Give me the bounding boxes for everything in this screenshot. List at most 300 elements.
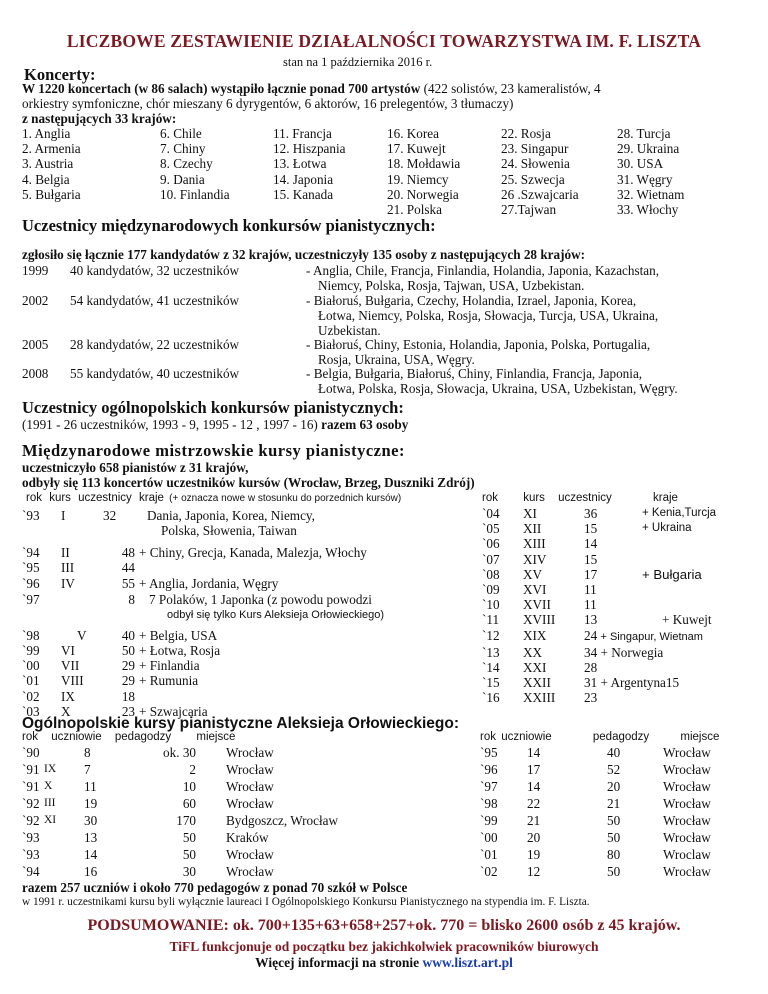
- cell-kurs: VI: [61, 643, 75, 659]
- cell-rok: `02: [22, 688, 40, 704]
- kursy-right-table: [482, 506, 716, 706]
- country-item: 33. Włochy: [617, 202, 679, 218]
- cell-ucz: 19: [527, 847, 541, 862]
- cell-kurs: XII: [523, 521, 542, 537]
- cell-ucz: 40: [121, 627, 135, 643]
- cell-rok: `91: [22, 762, 40, 777]
- country-item: 28. Turcja: [617, 126, 671, 141]
- cell-rok: `92: [22, 813, 40, 828]
- cell-rok: `93: [22, 847, 40, 862]
- cell-ucz: 29: [121, 673, 135, 689]
- konkurs-stats: 54 kandydatów, 41 uczestników: [70, 293, 240, 308]
- table-row: [482, 628, 716, 645]
- cell-ucz: 15: [584, 551, 598, 567]
- table-row: [482, 675, 716, 690]
- cell-kraje: + Singapur, Wietnam: [600, 630, 703, 643]
- cell-rok: [22, 523, 61, 545]
- cell-ucz: 14: [527, 745, 541, 760]
- cell-kraje: odbył się tylko Kurs Aleksieja Orłowieckiego): [167, 608, 385, 621]
- konkurs-year: 2008: [22, 366, 49, 381]
- table-row: [22, 829, 338, 846]
- website-link[interactable]: www.liszt.art.pl: [422, 955, 513, 970]
- cell-rok: `98: [480, 796, 498, 811]
- cell-ped: 50: [607, 830, 621, 845]
- konkurs-year: 2002: [22, 293, 49, 308]
- cell-ucz: 8: [128, 591, 135, 607]
- cell-kraje: + Szwajcaria: [139, 703, 208, 719]
- cell-kraje: [642, 536, 716, 551]
- cell-ucz: 23: [584, 690, 598, 706]
- cell-rok: `93: [22, 830, 40, 845]
- country-item: 22. Rosja: [501, 126, 551, 141]
- cell-rok: `97: [480, 779, 498, 794]
- cell-sub: [44, 744, 84, 761]
- section-heading-kursy-miedzynarodowe: Międzynarodowe mistrzowskie kursy pianistyczne:: [22, 441, 405, 460]
- cell-kraje: + Kuwejt: [662, 612, 712, 628]
- cell-miejsce: Wrocław: [226, 745, 274, 760]
- country-item: 24. Słowenia: [501, 156, 570, 172]
- cell-ucz: 20: [527, 830, 541, 845]
- cell-rok: `01: [22, 673, 40, 689]
- country-column-2: [160, 126, 230, 202]
- cell-rok: `15: [482, 675, 500, 691]
- cell-rok: `97: [22, 591, 40, 607]
- page-title: LICZBOWE ZESTAWIENIE DZIAŁALNOŚCI TOWARZYSTWA IM. F. LISZTA: [66, 31, 702, 51]
- orlow-left-header: [22, 731, 235, 743]
- cell-miejsce: Wrocław: [663, 830, 711, 845]
- cell-ucz: 17: [527, 762, 541, 777]
- kursy-left-header: [26, 492, 401, 504]
- country-item: 14. Japonia: [273, 171, 334, 187]
- cell-sub: XI: [44, 814, 57, 826]
- cell-ucz: 11: [584, 582, 597, 598]
- cell-kraje: + Ukraina: [642, 522, 692, 535]
- country-item: 18. Mołdawia: [387, 156, 461, 172]
- cell-ucz: 14: [527, 779, 541, 794]
- cell-kurs: IV: [61, 576, 75, 592]
- country-item: 23. Singapur: [501, 141, 569, 157]
- cell-ped: 30: [182, 864, 196, 879]
- cell-ped: 50: [182, 830, 196, 845]
- cell-kraje: Polska, Słowenia, Taiwan: [161, 523, 297, 539]
- cell-rok: `00: [22, 658, 40, 674]
- konkursy-ogolno-total: razem 63 osoby: [321, 417, 409, 432]
- cell-kraje: + Finlandia: [139, 658, 200, 674]
- cell-ped: 2: [189, 762, 196, 777]
- cell-kraje: + Anglia, Jordania, Węgry: [139, 576, 279, 592]
- table-row: [480, 744, 711, 761]
- table-row: [480, 863, 711, 880]
- koncerty-line2: orkiestry symfoniczne, chór mieszany 6 dyrygentów, 6 aktorów, 16 prelegentów, 3 tłumaczy): [22, 96, 514, 111]
- cell-kurs: II: [61, 545, 70, 561]
- country-item: 10. Finlandia: [160, 186, 230, 202]
- table-row: [480, 778, 711, 795]
- country-item: 13. Łotwa: [273, 156, 327, 172]
- cell-ucz: 21: [527, 813, 541, 828]
- table-row: [22, 778, 338, 795]
- orlow-razem: razem 257 uczniów i około 770 pedagogów z ponad 70 szkół w Polsce: [22, 880, 408, 895]
- cell-ucz: 50: [121, 643, 135, 659]
- cell-ucz: 24: [584, 627, 598, 643]
- country-item: 11. Francja: [273, 126, 332, 141]
- cell-ucz: 34: [584, 644, 598, 660]
- cell-sub: IX: [44, 763, 57, 775]
- header-miejsce: miejsce: [196, 731, 236, 743]
- cell-miejsce: Wrocław: [226, 847, 274, 862]
- konkurs-countries: - Białoruś, Bułgaria, Czechy, Holandia, Izrael, Japonia, Korea,: [306, 293, 637, 308]
- country-item: 5. Bułgaria: [22, 186, 81, 202]
- table-row: [22, 795, 338, 812]
- table-row: [22, 560, 384, 576]
- cell-kraje: + Norwegia: [600, 644, 664, 660]
- cell-ped: 170: [176, 813, 196, 828]
- cell-ped: 10: [182, 779, 196, 794]
- cell-rok: `03: [22, 703, 40, 719]
- konkurs-countries: - Białoruś, Chiny, Estonia, Holandia, Japonia, Polska, Portugalia,: [306, 337, 651, 352]
- cell-ucz: 13: [84, 830, 98, 845]
- cell-kurs: XI: [523, 506, 537, 521]
- country-item: 19. Niemcy: [387, 171, 449, 187]
- cell-ped: 50: [607, 864, 621, 879]
- cell-ucz: [103, 607, 139, 628]
- cell-miejsce: Wrocław: [226, 779, 274, 794]
- cell-miejsce: Wrocław: [663, 864, 711, 879]
- cell-kurs: XVI: [523, 582, 547, 598]
- cell-rok: `91: [22, 779, 40, 794]
- konkurs-year: 2005: [22, 337, 49, 352]
- cell-kurs: VIII: [61, 673, 84, 689]
- konkurs-countries: Uzbekistan.: [318, 323, 381, 338]
- table-row: [22, 812, 338, 829]
- konkurs-stats: 40 kandydatów, 32 uczestników: [70, 263, 240, 278]
- cell-kraje: [642, 597, 716, 612]
- country-item: 2. Armenia: [22, 141, 81, 157]
- cell-ucz: 22: [527, 796, 541, 811]
- cell-rok: `05: [482, 521, 500, 537]
- cell-ucz: 48: [121, 545, 135, 561]
- country-item: 25. Szwecja: [501, 171, 565, 187]
- country-item: 7. Chiny: [160, 141, 206, 157]
- country-item: 31. Węgry: [617, 171, 673, 187]
- table-row: [22, 689, 384, 704]
- cell-ped: 50: [607, 813, 621, 828]
- cell-ped: 52: [607, 762, 621, 777]
- cell-kurs: XXI: [523, 660, 547, 676]
- cell-ucz: 23: [121, 703, 135, 719]
- cell-ucz-kraje: [584, 675, 716, 690]
- cell-ucz: 17: [584, 566, 598, 582]
- cell-rok: `13: [482, 644, 500, 660]
- country-item: 29. Ukraina: [617, 141, 680, 157]
- table-row: [480, 812, 711, 829]
- cell-kraje: Dania, Japonia, Korea, Niemcy,: [147, 508, 315, 523]
- koncerty-intro-rest: (422 solistów, 23 kameralistów, 4: [420, 81, 601, 96]
- konkurs-countries: Rosja, Ukraina, USA, Węgry.: [318, 352, 475, 367]
- table-row: [22, 607, 384, 628]
- kursy-right-header: [482, 492, 678, 504]
- table-row: [480, 761, 711, 778]
- cell-rok: `98: [22, 627, 40, 643]
- country-item: 9. Dania: [160, 171, 205, 187]
- cell-ucz: 29: [121, 658, 135, 674]
- header-kraje: kraje: [139, 492, 164, 504]
- country-item: 3. Austria: [22, 156, 74, 172]
- country-item: 4. Belgia: [22, 171, 70, 187]
- cell-miejsce: Wrocław: [226, 864, 274, 879]
- cell-ucz: 8: [84, 745, 91, 760]
- konkurs-countries: Niemcy, Polska, Rosja, Tajwan, USA, Uzbekistan.: [318, 278, 585, 293]
- table-row: [482, 506, 716, 521]
- cell-ucz: 28: [584, 660, 598, 676]
- country-item: 1. Anglia: [22, 126, 71, 141]
- cell-ucz: 11: [584, 597, 597, 613]
- orlow-right-header: [480, 731, 719, 743]
- cell-rok: `12: [482, 627, 500, 643]
- cell-ped: 60: [182, 796, 196, 811]
- cell-rok: `01: [480, 847, 498, 862]
- cell-kraje: + Argentyna15: [600, 675, 680, 691]
- header-rok: rok: [482, 492, 498, 504]
- header-rok: rok: [480, 731, 496, 743]
- country-item: 30. USA: [617, 156, 664, 172]
- cell-rok: `09: [482, 582, 500, 598]
- konkursy-ogolno-line: [22, 418, 408, 433]
- table-row: [480, 829, 711, 846]
- cell-kraje: + Belgia, USA: [139, 627, 218, 643]
- cell-ped: 20: [607, 779, 621, 794]
- cell-kraje: + Rumunia: [139, 673, 199, 689]
- table-row: [22, 576, 384, 591]
- cell-kraje: + Chiny, Grecja, Kanada, Malezja, Włochy: [139, 545, 367, 561]
- table-row: [22, 673, 384, 688]
- konkurs-stats: 28 kandydatów, 22 uczestników: [70, 337, 240, 352]
- header-kurs: kurs: [523, 492, 545, 504]
- cell-ped: ok. 30: [163, 745, 196, 760]
- country-item: 15. Kanada: [273, 186, 334, 202]
- header-kurs: kurs: [49, 492, 71, 504]
- country-item: 20. Norwegia: [387, 186, 459, 202]
- header-uczestnicy: uczestnicy: [78, 492, 132, 504]
- cell-ucz: 15: [584, 521, 598, 537]
- konkurs-stats: 55 kandydatów, 40 uczestników: [70, 366, 240, 381]
- cell-kraje: [139, 689, 384, 704]
- cell-kurs: XV: [523, 566, 543, 582]
- table-row: [482, 582, 716, 597]
- cell-kraje: [642, 552, 716, 567]
- cell-kurs: X: [61, 703, 71, 719]
- cell-ucz: 13: [584, 612, 598, 628]
- header-note: (+ oznacza nowe w stosunku do porzednich kursów): [169, 493, 402, 504]
- cell-rok: `11: [482, 612, 500, 628]
- cell-ucz: 55: [121, 576, 135, 592]
- cell-kurs: XIII: [523, 536, 546, 552]
- table-row: [482, 597, 716, 612]
- konkursy-summary: zgłosiło się łącznie 177 kandydatów z 32 krajów, uczestniczyły 135 osoby z następujących 28 krajów:: [22, 247, 586, 262]
- cell-miejsce: Wroclaw: [663, 847, 711, 862]
- konkursy-ogolno-years: (1991 - 26 uczestników, 1993 - 9, 1995 - 12 , 1997 - 16): [22, 417, 322, 432]
- table-row: [482, 536, 716, 551]
- cell-kurs: XIV: [523, 551, 547, 567]
- orlow-left-table: [22, 744, 338, 880]
- cell-kurs: IX: [61, 688, 75, 704]
- header-pedagodzy: pedagodzy: [114, 731, 172, 743]
- cell-rok: `00: [480, 830, 498, 845]
- header-kraje: kraje: [653, 492, 678, 504]
- table-row: [22, 592, 384, 607]
- konkurs-year: 1999: [22, 263, 49, 278]
- cell-kraje: [642, 690, 716, 705]
- table-row: [482, 567, 716, 582]
- cell-rok: `06: [482, 536, 500, 552]
- cell-rok: [22, 607, 61, 628]
- country-item: 17. Kuwejt: [387, 141, 446, 157]
- table-row: [22, 744, 338, 761]
- cell-ucz: 30: [84, 813, 98, 828]
- cell-kraje: + Bułgaria: [642, 566, 702, 582]
- cell-kurs: XVIII: [523, 612, 556, 628]
- cell-sub: [44, 829, 84, 846]
- konkurs-countries: Łotwa, Niemcy, Polska, Rosja, Słowacja, Turcja, USA, Ukraina,: [318, 308, 659, 323]
- section-heading-kursy-orlowieckiego: Ogólnopolskie kursy pianistyczne Aleksieja Orłowieckiego:: [22, 715, 460, 732]
- kursy-left-table: [22, 508, 384, 719]
- cell-miejsce: Kraków: [226, 830, 269, 845]
- table-row: [22, 523, 384, 545]
- table-row: [482, 552, 716, 567]
- cell-ucz: 32: [103, 508, 117, 523]
- cell-rok: `94: [22, 864, 40, 879]
- cell-miejsce: Wrocław: [226, 762, 274, 777]
- cell-ucz: 31: [584, 675, 598, 691]
- country-item: 8. Czechy: [160, 156, 213, 172]
- table-row: [480, 846, 711, 863]
- cell-miejsce: Wrocław: [663, 779, 711, 794]
- table-row: [482, 521, 716, 536]
- cell-ucz: 7: [84, 762, 91, 777]
- cell-rok: `14: [482, 660, 500, 676]
- cell-sub: [44, 863, 84, 880]
- table-row: [22, 508, 384, 523]
- cell-rok: `96: [480, 762, 498, 777]
- cell-rok: `94: [22, 545, 40, 561]
- table-row: [482, 660, 716, 675]
- country-item: 6. Chile: [160, 126, 202, 141]
- country-column-4: [387, 126, 460, 217]
- cell-ucz: 14: [84, 847, 98, 862]
- cell-kurs: [61, 607, 103, 628]
- cell-ucz: 36: [584, 506, 598, 521]
- cell-kurs: XXIII: [523, 690, 556, 706]
- table-row: [480, 795, 711, 812]
- country-column-6: [617, 126, 684, 217]
- country-item: 12. Hiszpania: [273, 141, 346, 157]
- country-column-3: [273, 126, 346, 202]
- orlow-note: w 1991 r. uczestnikami kursu byli wyłącznie laureaci I Ogólnopolskiego Konkursu Pianistycznego na stypendia im. F. Liszta.: [22, 896, 590, 908]
- cell-rok: `07: [482, 551, 500, 567]
- koncerty-intro: [22, 82, 601, 97]
- summary-line: PODSUMOWANIE: ok. 700+135+63+658+257+ok. 770 = blisko 2600 osób z 45 krajów.: [87, 917, 681, 934]
- cell-sub: [44, 846, 84, 863]
- more-info: [0, 955, 768, 971]
- header-rok: rok: [26, 492, 42, 504]
- cell-ucz: 14: [584, 536, 598, 552]
- cell-miejsce: Wrocław: [663, 796, 711, 811]
- cell-ucz-kraje: [584, 628, 716, 645]
- status-date: stan na 1 października 2016 r.: [283, 55, 433, 69]
- cell-ucz: [103, 523, 139, 545]
- cell-rok: `93: [22, 508, 40, 523]
- konkurs-countries: - Belgia, Bułgaria, Białoruś, Chiny, Finlandia, Francja, Japonia,: [306, 366, 643, 381]
- cell-miejsce: Wrocław: [663, 762, 711, 777]
- cell-miejsce: Wrocław: [663, 745, 711, 760]
- cell-kurs: XX: [523, 644, 543, 660]
- cell-ucz-kraje: [584, 645, 716, 660]
- cell-ped: 21: [607, 796, 621, 811]
- cell-kraje: + Łotwa, Rosja: [139, 643, 221, 659]
- cell-rok: `08: [482, 566, 500, 582]
- cell-kraje: [642, 582, 716, 597]
- country-item: 21. Polska: [387, 202, 442, 218]
- kursy-sub2: odbyły się 113 koncertów uczestników kursów (Wrocław, Brzeg, Duszniki Zdrój): [22, 475, 475, 490]
- cell-kurs: V: [77, 627, 87, 643]
- cell-ucz: 12: [527, 864, 541, 879]
- table-row: [22, 761, 338, 778]
- cell-ucz: 19: [84, 796, 98, 811]
- cell-rok: `16: [482, 690, 500, 706]
- cell-rok: `92: [22, 796, 40, 811]
- konkurs-countries: - Anglia, Chile, Francja, Finlandia, Holandia, Japonia, Kazachstan,: [306, 263, 660, 278]
- country-item: 26 .Szwajcaria: [501, 186, 579, 202]
- country-item: 32. Wietnam: [617, 186, 685, 202]
- table-row: [22, 628, 384, 643]
- table-row: [482, 690, 716, 705]
- cell-rok: `96: [22, 576, 40, 592]
- cell-miejsce: Wrocław: [663, 813, 711, 828]
- cell-rok: `04: [482, 506, 500, 521]
- more-info-text: Więcej informacji na stronie: [255, 955, 423, 970]
- koncerty-intro-bold: W 1220 koncertach (w 86 salach) wystąpiło łącznie ponad 700 artystów: [22, 81, 421, 96]
- cell-kurs: I: [61, 508, 66, 523]
- cell-kraje: + Kenia,Turcja: [642, 507, 717, 519]
- header-pedagodzy: pedagodzy: [592, 731, 650, 743]
- cell-kurs: III: [61, 560, 75, 576]
- header-uczniowie: uczniowie: [501, 731, 552, 743]
- orlow-right-table: [480, 744, 711, 880]
- cell-kraje: [642, 660, 716, 675]
- cell-rok: `99: [480, 813, 498, 828]
- cell-ped: 40: [607, 745, 621, 760]
- table-row: [482, 612, 716, 627]
- cell-ucz: 11: [84, 779, 97, 794]
- tifl-note: TiFL funkcjonuje od początku bez jakichkolwiek pracowników biurowych: [169, 939, 599, 954]
- country-item: 16. Korea: [387, 126, 439, 141]
- cell-rok: `95: [22, 560, 40, 576]
- cell-ped: 50: [182, 847, 196, 862]
- koncerty-line3: z następujących 33 krajów:: [22, 111, 177, 126]
- header-rok: rok: [22, 731, 38, 743]
- table-row: [482, 645, 716, 660]
- section-heading-konkursy-ogolnopolskie: Uczestnicy ogólnopolskich konkursów pianistycznych:: [22, 398, 404, 417]
- cell-kurs: [61, 592, 103, 607]
- cell-miejsce: Wrocław: [226, 796, 274, 811]
- cell-rok: `90: [22, 745, 40, 760]
- cell-kurs: VII: [61, 658, 80, 674]
- header-uczniowie: uczniowie: [51, 731, 102, 743]
- section-heading-konkursy-miedzynarodowe: Uczestnicy międzynarodowych konkursów pianistycznych:: [22, 216, 436, 235]
- cell-kraje: 7 Polaków, 1 Japonka (z powodu powodzi: [149, 591, 372, 607]
- header-uczestnicy: uczestnicy: [558, 492, 612, 504]
- konkurs-countries: Łotwa, Polska, Rosja, Słowacja, Ukraina, USA, Uzbekistan, Węgry.: [318, 381, 678, 396]
- cell-rok: `99: [22, 643, 40, 659]
